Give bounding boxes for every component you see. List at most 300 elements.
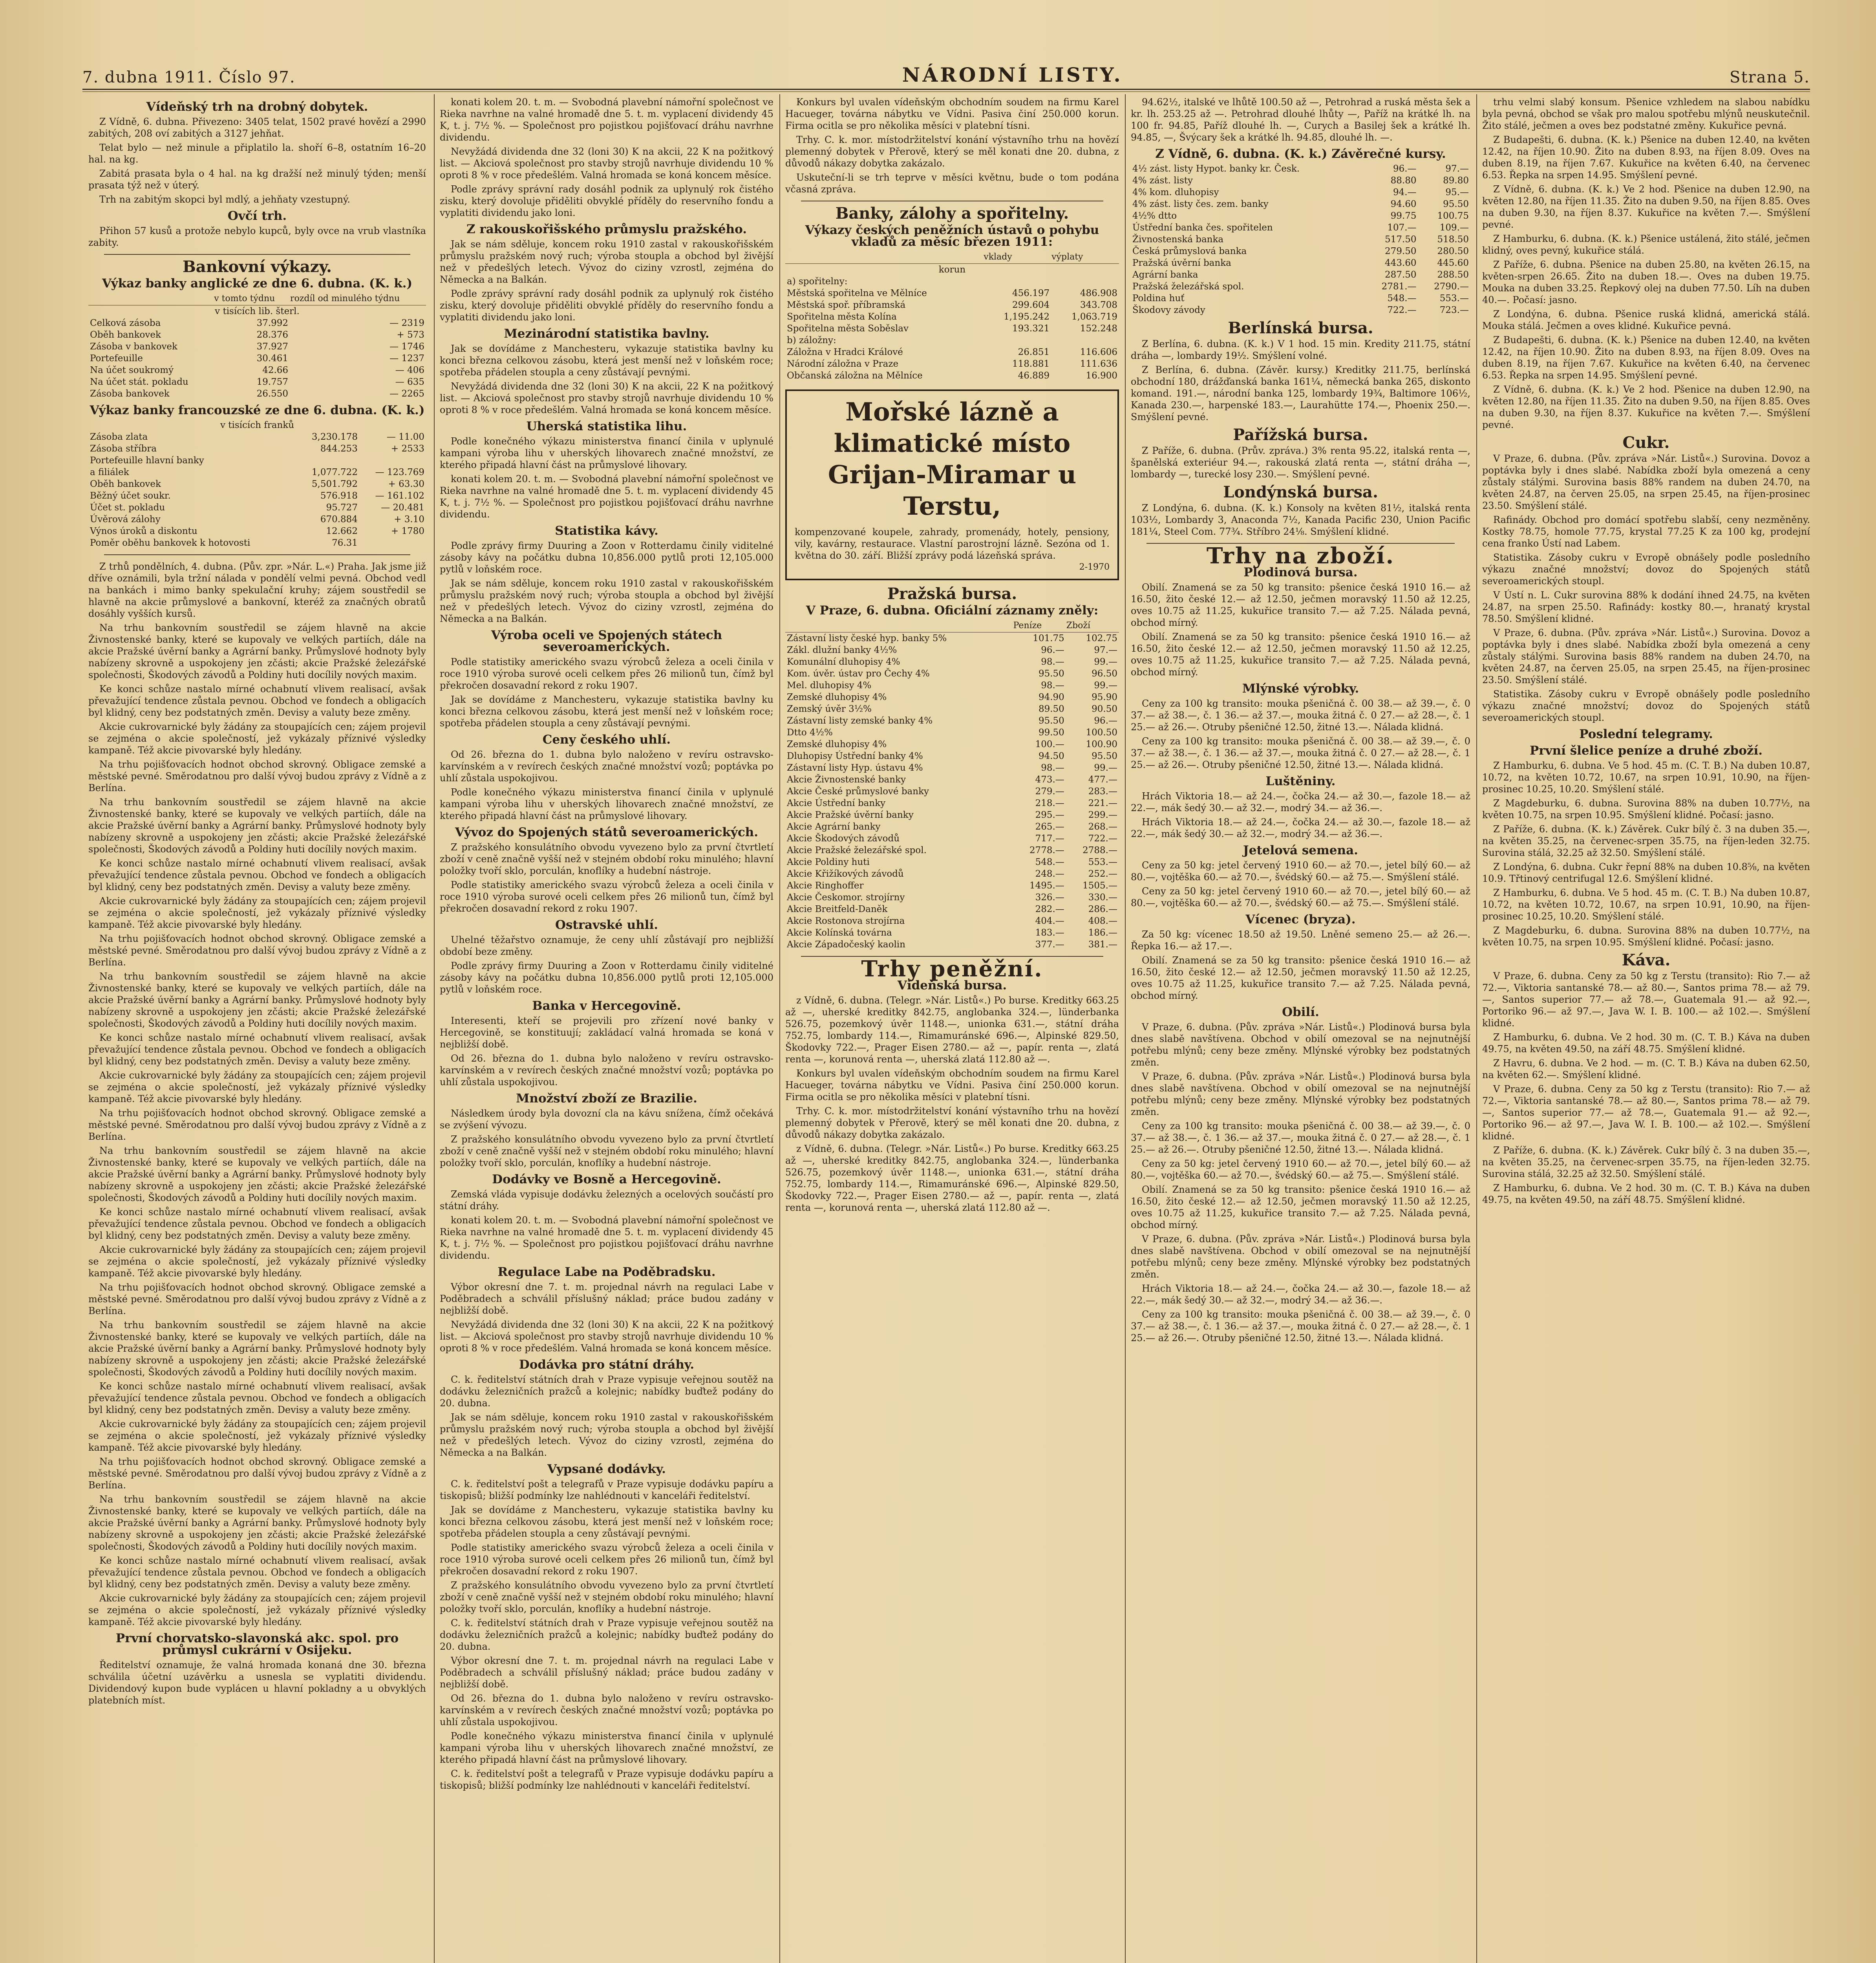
row-label: Akcie Ringhoffer [787, 881, 864, 891]
row-value: 299.— [1088, 810, 1117, 820]
table-row [88, 329, 426, 341]
row-value [297, 455, 359, 466]
row-value: 97.— [1094, 645, 1117, 655]
table-row [785, 299, 1119, 311]
row-value: 844.253 [320, 444, 358, 454]
table-row [88, 431, 426, 443]
table-row [785, 632, 1119, 645]
article-text: Ceny za 50 kg: jetel červený 1910 60.— až 70.—, jetel bílý 60.— až 80.—, vojtěška 60.— až 70.—, švédský 60.— až 75.—. Smýšlení stálé. [1131, 1158, 1470, 1181]
table-row [1131, 269, 1470, 281]
article-text: Ke konci schůze nastalo mírné ochabnutí vlivem realisací, avšak převažující tendence zůstala pevnou. Obchod ve fondech a obligacích byl klidný, ceny bez podstatných změn. Devisy a valuty beze změny. [88, 1206, 426, 1241]
row-value: 477.— [1088, 775, 1117, 785]
article-text: Statistika. Zásoby cukru v Evropě obnášely podle posledního výkazu značné množství; dovoz do Spojených států severoamerických stoupl. [1482, 689, 1810, 723]
article-text: Z Berlína, 6. dubna. (Závěr. kursy.) Kreditky 211.75, berlínská obchodní 180, drážďanská banka 161¼, německá banka 265, diskonto komand. 191.—, národní banka 125, lombardy 19¾, Baltimore 106½, Kanada 230.—, harpenské 183.—, Laurahütte 174.—, Phoenix 250.—. Smýšlení pevné. [1131, 364, 1470, 422]
article-text: Akcie cukrovarnické byly žádány za stoupajících cen; zájem projevil se zejména o akcie společností, jež vykázaly příznivé výsledky kampaně. Též akcie pivovarské byly hledány. [88, 1593, 426, 1627]
table-row [1131, 257, 1470, 269]
row-value: 76.31 [332, 538, 358, 548]
row-label: a filiálek [90, 467, 129, 477]
table-row [785, 868, 1119, 880]
row-value: 94.60 [1390, 199, 1417, 209]
row-label: Akcie Živnostenské banky [787, 775, 906, 785]
row-value: 98.— [1041, 657, 1064, 667]
row-value: 218.— [1035, 798, 1064, 808]
table-row [785, 844, 1119, 856]
article-text: Na trhu bankovním soustředil se zájem hlavně na akcie Živnostenské banky, které se kupovaly ve velkých partiích, dále na akcie Pražské úvěrní banky a Agrární banky. Průmyslové hodnoty byly nabízeny skrovně a uspokojeny jen zčásti; akcie Pražské železářské společnosti, Škodových závodů a Poldiny huti docílily nových maxim. [88, 1320, 426, 1378]
article-text: Podle statistiky amerického svazu výrobců železa a oceli činila v roce 1910 výroba surové oceli celkem přes 26 milionů tun, čímž byl překročen dosavadní rekord z roku 1907. [440, 656, 773, 691]
row-value: 42.66 [262, 365, 289, 375]
column-divider [1125, 94, 1126, 1963]
table-row [88, 443, 426, 455]
row-value: 288.50 [1437, 270, 1469, 280]
article-text: Obilí. Znamená se za 50 kg transito: pšenice česká 1910 16.— až 16.50, žito české 12.— až 12.50, ječmen moravský 11.50 až 12.25, oves 10.75 až 11.25, kukuřice transito 7.— až 7.25. Nálada pevná, obchod mírný. [1131, 955, 1470, 1001]
row-label: Akcie Ústřední banky [787, 798, 886, 808]
row-label: Spořitelna města Kolína [787, 312, 897, 322]
row-value: 107.— [1387, 223, 1417, 233]
article-text: Ke konci schůze nastalo mírné ochabnutí vlivem realisací, avšak převažující tendence zůstala pevnou. Obchod ve fondech a obligacích byl klidný, ceny bez podstatných změn. Devisy a valuty beze změny. [88, 684, 426, 718]
row-value: 717.— [1035, 833, 1064, 844]
row-value: 330.— [1088, 892, 1117, 903]
article-text: Na trhu pojišťovacích hodnot obchod skrovný. Obligace zemské a městské pevné. Směrodatnou pro další vývoj budou zprávy z Vídně a z Berlína. [88, 933, 426, 968]
row-value: 88.80 [1390, 175, 1417, 186]
article-text: Ředitelství oznamuje, že valná hromada konaná dne 30. března schválila účetní uzávěrku a usnesla se vyplatiti dividendu. Dividendový kupon bude vyplácen u hlavní pokladny a u obvyklých platebních míst. [88, 1660, 426, 1706]
article-text: Ke konci schůze nastalo mírné ochabnutí vlivem realisací, avšak převažující tendence zůstala pevnou. Obchod ve fondech a obligacích byl klidný, ceny bez podstatných změn. Devisy a valuty beze změny. [88, 1032, 426, 1067]
table-row [1131, 304, 1470, 316]
row-value: 98.— [1041, 680, 1064, 691]
table-row [88, 388, 426, 400]
row-value: 1,195.242 [1004, 312, 1050, 322]
heading-grain: Obilí. [1282, 1005, 1319, 1019]
row-value: + 3.10 [394, 514, 424, 525]
row-value: 1,063.719 [1071, 312, 1117, 322]
article-text: Interesenti, kteří se projevili pro zřízení nové banky v Hercegovině, se konstituují; zakládací valná hromada se koná v nejbližší době. [440, 1015, 773, 1050]
unit-label: v tisících franků [220, 420, 294, 430]
row-value: 221.— [1088, 798, 1117, 808]
table-row [88, 502, 426, 514]
row-value: — 123.769 [375, 467, 424, 477]
article-text: V Ústí n. L. Cukr surovina 88% k dodání ihned 24.75, na květen 24.87, na srpen 25.50. Rafinády: kostky 80.—, hranatý krystal 78.50. Smýšlení klidné. [1482, 590, 1810, 624]
row-value: 99.— [1094, 763, 1117, 773]
row-label: Úvěrová zálohy [90, 514, 161, 525]
row-value: 408.— [1088, 916, 1117, 926]
row-value: 30.461 [256, 353, 289, 364]
table-row [785, 774, 1119, 786]
row-label: Spořitelna města Soběslav [787, 324, 909, 334]
table-row [785, 786, 1119, 797]
article-text: Konkurs byl uvalen vídeňským obchodním soudem na firmu Karel Hacueger, továrna nábytku ve Vídni. Pasiva činí 250.000 korun. Firma ocitla se pro několika měsíci v platební tísni. [785, 97, 1119, 131]
table-row [785, 833, 1119, 844]
row-value: 96.— [1393, 164, 1417, 174]
row-value [1051, 334, 1119, 346]
article-text: Na trhu bankovním soustředil se zájem hlavně na akcie Živnostenské banky, které se kupovaly ve velkých partiích, dále na akcie Pražské úvěrní banky a Agrární banky. Průmyslové hodnoty byly nabízeny skrovně a uspokojeny jen zčásti; akcie Pražské železářské společnosti, Škodových závodů a Poldiny huti docílily nových maxim. [88, 1494, 426, 1552]
row-value: 443.60 [1385, 258, 1417, 268]
row-value: 186.— [1088, 928, 1117, 938]
table-row [785, 276, 1119, 287]
article-text: Z Magdeburku, 6. dubna. Surovina 88% na duben 10.77½, na květen 10.75, na srpen 10.95. Smýšlení klidné. Počasí: jasno. [1482, 798, 1810, 821]
article-text: Na trhu pojišťovacích hodnot obchod skrovný. Obligace zemské a městské pevné. Směrodatnou pro další vývoj budou zprávy z Vídně a z Berlína. [88, 1108, 426, 1142]
table-row [785, 797, 1119, 809]
article-text: Výbor okresní dne 7. t. m. projednal návrh na regulaci Labe v Poděbradech a schválil příslušný náklad; práce budou zadány v nejbližší době. [440, 1655, 773, 1690]
row-value: — 635 [395, 377, 424, 387]
article-text: Z Paříže, 6. dubna. Pšenice na duben 25.80, na květen 26.15, na květen-srpen 26.65. Žito na duben 18.—. Oves na duben 19.75. Mouka na duben 33.25. Řepkový olej na duben 77.50. Líh na duben 40.—. Počasí: jasno. [1482, 259, 1810, 305]
row-label: Zásoba zlata [90, 432, 148, 442]
article-text: V Praze, 6. dubna. Ceny za 50 kg z Terstu (transito): Rio 7.— až 72.—, Viktoria santanské 78.— až 80.—, Santos prima 78.— až 79.—, Santos superior 77.— až 78.—, Guatemala 91.— až 92.—, Portoriko 96.— až 97.—, Java W. I. B. 100.— až 102.—. Smýšlení klidné. [1482, 971, 1810, 1029]
article-text: Od 26. března do 1. dubna bylo naloženo v revíru ostravsko-karvínském a v revírech českých značné množství vozů; poptávka po uhlí zůstala uspokojivou. [440, 749, 773, 784]
row-value: 26.550 [256, 389, 289, 399]
table-row [88, 376, 426, 388]
row-label: Výnos úroků a diskontu [90, 526, 197, 536]
article-text: Konkurs byl uvalen vídeňským obchodním soudem na firmu Karel Hacueger, továrna nábytku ve Vídni. Pasiva činí 250.000 korun. Firma ocitla se pro několika měsíci v platební tísni. [785, 1068, 1119, 1102]
article-text: V Praze, 6. dubna. (Pův. zpráva »Nár. Listů«.) Surovina. Dovoz a poptávka byly i dnes slabé. Nabídka zboží byla omezená a ceny zůstaly stálými. Surovina basis 88% randem na duben 24.70, na květen 24.87, na červen 25.05, na srpen 25.45, na říjen-prosinec 23.50. Smýšlení stálé. [1482, 453, 1810, 511]
row-label: Akcie Rostonova strojírna [787, 916, 905, 926]
row-value: 100.90 [1086, 739, 1117, 749]
row-value: 116.606 [1080, 347, 1117, 357]
heading-sheep-market: Ovčí trh. [227, 209, 287, 223]
article-text: Z Magdeburku, 6. dubna. Surovina 88% na duben 10.77½, na květen 10.75, na srpen 10.95. Smýšlení klidné. Počasí: jasno. [1482, 925, 1810, 948]
table-row [785, 644, 1119, 656]
row-value: 722.— [1088, 833, 1117, 844]
row-value: 97.— [1445, 164, 1469, 174]
row-value [983, 276, 1051, 287]
article-text: Ceny za 100 kg transito: mouka pšeničná č. 00 38.— až 39.—, č. 0 37.— až 38.—, č. 1 36.— až 37.—, mouka žitná č. 0 27.— až 28.—, č. 1 25.— až 26.—. Otruby pšeničné 12.50, žitné 13.—. Nálada klidná. [1131, 698, 1470, 733]
article-text: trhu velmi slabý konsum. Pšenice vzhledem na slabou nabídku byla pevná, obchod se však pro malou spotřebu mlýnů neuskutečnil. Žito stálé, ječmen a oves bez podstatné změny. Kukuřice pevná. [1482, 97, 1810, 131]
article-text: Z pražského konsulátního obvodu vyvezeno bylo za první čtvrtletí zboží v ceně značně vyšší než v stejném období roku minulého; hlavní položky tvoří sklo, porculán, knoflíky a hudební nástroje. [440, 842, 773, 876]
col-header: rozdíl od minulého týdnu [290, 292, 426, 305]
section-heading: Výroba oceli ve Spojených státech severoamerických. [491, 628, 722, 654]
row-value: 279.50 [1385, 246, 1417, 256]
heading-london-exchange: Londýnská bursa. [1223, 483, 1378, 501]
table-row [785, 809, 1119, 821]
separator [104, 554, 410, 555]
article-text: Od 26. března do 1. dubna bylo naloženo v revíru ostravsko-karvínském a v revírech českých značné množství vozů; poptávka po uhlí zůstala uspokojivou. [440, 1053, 773, 1088]
row-value: 1505.— [1082, 881, 1117, 891]
article-text: Přihon 57 kusů a protože nebylo kupců, byly ovce na vrub vlastníka zabity. [88, 225, 426, 248]
section-heading: Množství zboží ze Brazilie. [516, 1091, 697, 1106]
section-heading: Ceny českého uhlí. [542, 733, 671, 747]
article-text: Ceny za 100 kg transito: mouka pšeničná č. 00 38.— až 39.—, č. 0 37.— až 38.—, č. 1 36.— až 37.—, mouka žitná č. 0 27.— až 28.—, č. 1 25.— až 26.—. Otruby pšeničné 12.50, žitné 13.—. Nálada klidná. [1131, 1120, 1470, 1155]
article-text: V Praze, 6. dubna. (Pův. zpráva »Nár. Listů«.) Plodinová bursa byla dnes slabě navštívena. Obchod v obilí omezoval se na nejnutnější potřebu mlýnů; ceny beze změny. Mlýnské výrobky bez podstatných změn. [1131, 1071, 1470, 1117]
article-text: Výbor okresní dne 7. t. m. projednal návrh na regulaci Labe v Poděbradech a schválil příslušný náklad; práce budou zadány v nejbližší době. [440, 1281, 773, 1316]
row-label: Poměr oběhu bankovek k hotovosti [90, 538, 250, 548]
row-label: Zástavní listy české hyp. banky 5% [787, 633, 947, 643]
row-label: Zásoba stříbra [90, 444, 157, 454]
row-value: 404.— [1035, 916, 1064, 926]
row-label: Akcie Českomor. strojírny [787, 892, 905, 903]
unit-label: v tisících lib. šterl. [215, 306, 300, 316]
article-text: Jak se nám sděluje, koncem roku 1910 zastal v rakouskořišském průmyslu pražském nový ruch; výroba stoupla a obchod byl živější než v předešlých letech. Vývoz do ciziny vzrostl, zejména do Německa a na Balkán. [440, 578, 773, 624]
table-row [1131, 210, 1470, 222]
row-label: Akcie Breitfeld-Daněk [787, 904, 888, 914]
row-value: 95.50 [1092, 751, 1117, 761]
section-heading: Banka v Hercegovině. [532, 999, 681, 1013]
row-value: 152.248 [1080, 324, 1117, 334]
article-text: Na trhu pojišťovacích hodnot obchod skrovný. Obligace zemské a městské pevné. Směrodatnou pro další vývoj budou zprávy z Vídně a z Berlína. [88, 759, 426, 793]
article-text: Podle zprávy správní rady dosáhl podnik za uplynulý rok čistého zisku, který dovoluje přiděliti obvyklé příděly do reservního fondu a vyplatiti dividendu jako loni. [440, 288, 773, 323]
subheading-savings: Výkazy českých peněžních ústavů o pohybu vkladů za měsíc březen 1911: [805, 223, 1099, 249]
article-text: Z Hamburku, 6. dubna. (K. k.) Pšenice ustálená, žito stálé, ječmen klidný, oves pevný, kukuřice stálá. [1482, 233, 1810, 256]
article-text: Nevyžádá dividenda dne 32 (loni 30) K na akcii, 22 K na požitkový list. — Akciová společnost pro stavby strojů navrhuje dividendu 10 % oproti 8 % v roce předešlém. Valná hromada se koná koncem měsíce. [440, 146, 773, 181]
article-text: Zemská vláda vypisuje dodávku železných a ocelových součástí pro státní dráhy. [440, 1189, 773, 1212]
table-row [1131, 163, 1470, 175]
row-value: 553.— [1439, 293, 1469, 303]
row-value: 548.— [1387, 293, 1417, 303]
row-value: 100.— [1035, 739, 1064, 749]
row-value: 100.50 [1086, 727, 1117, 738]
row-label: Portefeuille hlavní banky [90, 455, 204, 466]
table-row [785, 311, 1119, 323]
column-divider [434, 94, 435, 1963]
article-text: V Praze, 6. dubna. (Pův. zpráva »Nár. Listů«.) Plodinová bursa byla dnes slabě navštívena. Obchod v obilí omezoval se na nejnutnější potřebu mlýnů; ceny beze změny. Mlýnské výrobky bez podstatných změn. [1131, 1022, 1470, 1068]
article-text: Následkem úrody byla dovozní cla na kávu snížena, čímž očekává se zvýšení vývozu. [440, 1108, 773, 1131]
article-text: Jak se nám sděluje, koncem roku 1910 zastal v rakouskořišském průmyslu pražském nový ruch; výroba stoupla a obchod byl živější než v předešlých letech. Vývoz do ciziny vzrostl, zejména do Německa a na Balkán. [440, 239, 773, 285]
row-value: 99.— [1094, 657, 1117, 667]
heading-bank-france: Výkaz banky francouzské ze dne 6. dubna. (K. k.) [90, 403, 425, 417]
row-value: 96.50 [1092, 669, 1117, 679]
table-row [88, 341, 426, 353]
col-header: v tomto týdnu [214, 292, 290, 305]
table-row [1131, 222, 1470, 234]
row-value: 286.— [1088, 904, 1117, 914]
row-value: 722.— [1387, 305, 1417, 315]
unit-label: korun [938, 265, 966, 275]
table-row [1131, 198, 1470, 210]
article-text: Ceny za 50 kg: jetel červený 1910 60.— až 70.—, jetel bílý 60.— až 80.—, vojtěška 60.— až 70.—, švédský 60.— až 75.—. Smýšlení stálé. [1131, 886, 1470, 908]
article-text: Ceny za 50 kg: jetel červený 1910 60.— až 70.—, jetel bílý 60.— až 80.—, vojtěška 60.— až 70.—, švédský 60.— až 75.—. Smýšlení stálé. [1131, 860, 1470, 883]
row-value: 517.50 [1385, 234, 1417, 245]
row-value: 95.50 [1038, 716, 1064, 726]
row-label: Národní záložna v Praze [787, 359, 899, 369]
article-text: Z Berlína, 6. dubna. (K. k.) V 1 hod. 15 min. Kredity 211.75, státní dráha —, lombardy 19½. Smýšlení volné. [1131, 338, 1470, 361]
heading-vienna-closing: Z Vídně, 6. dubna. (K. k.) Závěrečné kursy. [1155, 147, 1446, 161]
row-value: 109.— [1439, 223, 1469, 233]
article-text: Trhy. C. k. mor. místodržitelství konání výstavního trhu na hovězí plemenný dobytek v Přerově, který se měl konati dne 20. dubna, z důvodů nákazy dobytka zakázalo. [785, 1106, 1119, 1140]
row-value: 5,501.792 [311, 479, 358, 489]
row-value: 282.— [1035, 904, 1064, 914]
table-bank-france [88, 419, 426, 549]
article-text: Uskuteční-li se trh teprve v měsíci květnu, bude o tom podána včasná zpráva. [785, 172, 1119, 195]
article-text: Nevyžádá dividenda dne 32 (loni 30) K na akcii, 22 K na požitkový list. — Akciová společnost pro stavby strojů navrhuje dividendu 10 % oproti 8 % v roce předešlém. Valná hromada se koná koncem měsíce. [440, 1319, 773, 1354]
article-text: Trhy. C. k. mor. místodržitelství konání výstavního trhu na hovězí plemenný dobytek v Přerově, který se měl konati dne 20. dubna, z důvodů nákazy dobytka zakázalo. [785, 134, 1119, 169]
row-value: 46.889 [1018, 371, 1050, 381]
article-text: 94.62½, italské ve lhůtě 100.50 až —, Petrohrad a ruská města šek a kr. lh. 253.25 až —. Petrohrad dlouhé lhůty —, Paříž na krátké lh. na 100 fr. 94.85, Paříž dlouhé lh. —, Curych a Basilej šek a krátké lh. 94.85, —, Švýcary šek a krátké lh. 94.85, dlouhé lh. —. [1131, 97, 1470, 143]
article-text: Hrách Viktoria 18.— až 24.—, čočka 24.— až 30.—, fazole 18.— až 22.—, mák šedý 30.— až 32.—, modrý 34.— až 36.—. [1131, 791, 1470, 813]
article-text: Podle zprávy správní rady dosáhl podnik za uplynulý rok čistého zisku, který dovoluje přiděliti obvyklé příděly do reservního fondu a vyplatiti dividendu jako loni. [440, 184, 773, 218]
table-row [88, 317, 426, 329]
row-value: 100.75 [1437, 211, 1469, 221]
table-row [785, 358, 1119, 370]
table-row [785, 656, 1119, 668]
table-row [1131, 292, 1470, 304]
table-row [785, 880, 1119, 892]
row-label: Pražská úvěrní banka [1132, 258, 1231, 268]
row-label: 4½% dtto [1132, 211, 1177, 221]
article-text: Za 50 kg: vícenec 18.50 až 19.50. Lněné semeno 25.— až 26.—. Řepka 16.— až 17.—. [1131, 929, 1470, 952]
row-value: 95.— [1445, 187, 1469, 197]
row-value: — 2265 [389, 389, 424, 399]
table-row [1131, 175, 1470, 186]
article-text: Z trhů pondělních, 4. dubna. (Pův. zpr. »Nár. L.«) Praha. Jak jsme již dříve oznámili, byla tržní nálada v pondělí velmi pevná. Obchod vedl na bankách i mimo banky spekulační kruhy; zájem soustředil se hlavně na akcie průmyslové a bankovní, kteréž za značných obratů dosáhly vyšších kursů. [88, 561, 426, 619]
article-text: C. k. ředitelství státních drah v Praze vypisuje veřejnou soutěž na dodávku železničních pražců a kolejnic; nabídky buďtež podány do 20. dubna. [440, 1374, 773, 1409]
col-header: Peníze [1013, 620, 1066, 632]
row-value: 723.— [1439, 305, 1469, 315]
table-row [785, 287, 1119, 299]
article-text: Jak se dovídáme z Manchesteru, vykazuje statistika bavlny ku konci března celkovou zásobu, která jest menší než v loňském roce; spotřeba přádelen stoupla a ceny zůstávají pevnými. [440, 694, 773, 729]
row-label: Akcie Kolínská továrna [787, 928, 892, 938]
row-label: Komunální dluhopisy 4% [787, 657, 900, 667]
advertisement-box [785, 389, 1119, 580]
row-label: Městská spořitelna ve Mělníce [787, 288, 927, 298]
row-label: b) záložny: [787, 335, 836, 345]
row-label: Běžný účet soukr. [90, 491, 171, 501]
article-text: Ceny za 100 kg transito: mouka pšeničná č. 00 38.— až 39.—, č. 0 37.— až 38.—, č. 1 36.— až 37.—, mouka žitná č. 0 27.— až 28.—, č. 1 25.— až 26.—. Otruby pšeničné 12.50, žitné 13.—. Nálada klidná. [1131, 1309, 1470, 1343]
article-text: Na trhu bankovním soustředil se zájem hlavně na akcie Živnostenské banky, které se kupovaly ve velkých partiích, dále na akcie Pražské úvěrní banky a Agrární banky. Průmyslové hodnoty byly nabízeny skrovně a uspokojeny jen zčásti; akcie Pražské železářské společnosti, Škodových závodů a Poldiny huti docílily nových maxim. [88, 797, 426, 855]
row-value: 37.927 [256, 342, 289, 352]
row-value: 95.90 [1092, 692, 1117, 702]
row-label: Zákl. dlužní banky 4½% [787, 645, 897, 655]
row-value: 16.900 [1086, 371, 1117, 381]
row-value: 1495.— [1029, 881, 1064, 891]
article-text: Nevyžádá dividenda dne 32 (loni 30) K na akcii, 22 K na požitkový list. — Akciová společnost pro stavby strojů navrhuje dividendu 10 % oproti 8 % v roce předešlém. Valná hromada se koná koncem měsíce. [440, 381, 773, 415]
row-value: 445.60 [1437, 258, 1469, 268]
article-text: Ceny za 100 kg transito: mouka pšeničná č. 00 38.— až 39.—, č. 0 37.— až 38.—, č. 1 36.— až 37.—, mouka žitná č. 0 27.— až 28.—, č. 1 25.— až 26.—. Otruby pšeničné 12.50, žitné 13.—. Nálada klidná. [1131, 736, 1470, 770]
row-value [359, 455, 426, 466]
article-text: konati kolem 20. t. m. — Svobodná plavební námořní společnost ve Rieka navrhne na valné hromadě dne 5. t. m. vyplacení dividendy 45 K, t. j. 7½ %. — Společnost pro pojistkou pojišťovací dráhu navrhne dividendu. [440, 473, 773, 520]
row-label: Škodovy závody [1132, 305, 1205, 315]
heading-sugar: Cukr. [1622, 433, 1670, 452]
row-label: Ústřední banka čes. spořitelen [1132, 223, 1273, 233]
row-label: Městská spoř. příbramská [787, 300, 906, 310]
ad-code: 2-1970 [1079, 562, 1110, 572]
article-text: Z Hamburku, 6. dubna. Ve 5 hod. 45 m. (C. T. B.) Na duben 10.87, 10.72, na květen 10.72, 10.67, na srpen 10.91, 10.90, na říjen-prosinec 10.25, 10.20. Smýšlení stálé. [1482, 760, 1810, 795]
table-row [785, 680, 1119, 691]
row-label: Česká průmyslová banka [1132, 246, 1247, 256]
article-text: Ke konci schůze nastalo mírné ochabnutí vlivem realisací, avšak převažující tendence zůstala pevnou. Obchod ve fondech a obligacích byl klidný, ceny bez podstatných změn. Devisy a valuty beze změny. [88, 858, 426, 892]
row-label: a) spořitelny: [787, 276, 848, 287]
article-text: Z Paříže, 6. dubna. (Prův. zpráva.) 3% renta 95.22, italská renta —, španělská exteriéur 94.—, rakouská zlatá renta —, státní dráha —, lombardy —, turecké losy 230.—. Smýšlení pevné. [1131, 445, 1470, 480]
heading-goods-markets: Trhy na zboží. [1206, 543, 1395, 569]
article-text: Na trhu pojišťovacích hodnot obchod skrovný. Obligace zemské a městské pevné. Směrodatnou pro další vývoj budou zprávy z Vídně a z Berlína. [88, 1282, 426, 1316]
row-label: Oběh bankovek [90, 330, 161, 340]
row-value: 343.708 [1080, 300, 1117, 310]
table-vienna-closing [1131, 163, 1470, 316]
article-text: Na trhu bankovním soustředil se zájem hlavně na akcie Živnostenské banky, které se kupovaly ve velkých partiích, dále na akcie Pražské úvěrní banky a Agrární banky. Průmyslové hodnoty byly nabízeny skrovně a uspokojeny jen zčásti; akcie Pražské železářské společnosti, Škodových závodů a Poldiny huti docílily nových maxim. [88, 1145, 426, 1203]
masthead-rule [82, 89, 1810, 92]
row-value: 95.727 [326, 503, 358, 513]
section-heading: Dodávky ve Bosně a Hercegovině. [492, 1172, 721, 1186]
article-text: Z Budapešti, 6. dubna. (K. k.) Pšenice na duben 12.40, na květen 12.42, na říjen 10.90. Žito na duben 8.93, na říjen 8.09. Oves na duben 8.19, na říjen 7.67. Kukuřice na květen 6.40, na červenec 6.53. Řepka na srpen 14.95. Smýšlení pevné. [1482, 134, 1810, 181]
row-label: Akcie Škodových závodů [787, 833, 900, 844]
row-label: Kom. úvěr. ústav pro Čechy 4% [787, 669, 930, 679]
row-value: 299.604 [1012, 300, 1050, 310]
row-label: 4% zást. listy čes. zem. banky [1132, 199, 1269, 209]
article-text: Z Havru, 6. dubna. Ve 2 hod. — m. (C. T. B.) Káva na duben 62.50, na květen 62.—. Smýšlení klidné. [1482, 1058, 1810, 1080]
section-heading: Regulace Labe na Poděbradsku. [497, 1265, 716, 1279]
article-text: Podle statistiky amerického svazu výrobců železa a oceli činila v roce 1910 výroba surové oceli celkem přes 26 milionů tun, čímž byl překročen dosavadní rekord z roku 1907. [440, 879, 773, 914]
table-row [785, 346, 1119, 358]
row-label: Zemský úvěr 3½% [787, 704, 872, 714]
article-text: z Vídně, 6. dubna. (Telegr. »Nár. Listů«.) Po bursе. Kreditky 663.25 až —, uherské kreditky 842.75, anglobanka 324.—, lünderbanka 526.75, pozemkový úvěr 1148.—, unionka 631.—, státní dráha 752.75, lombardy 114.—, Rimamuránské 696.—, Alpinské 829.50, Škodovky 722.—, Prager Eisen 2780.— až —, papír. renta —, zlatá renta —, korunová renta —, uherská zlatá 112.80 až —. [785, 1143, 1119, 1213]
heading-legumes: Luštěniny. [1265, 774, 1336, 788]
heading-company-notice: První chorvatsko-slavonská akc. spol. pro průmysl cukrární v Osijeku. [115, 1631, 399, 1657]
row-label: Zástavní listy Hyp. ústavu 4% [787, 763, 923, 773]
row-value: 576.918 [320, 491, 358, 501]
article-text: V Praze, 6. dubna. (Pův. zpráva »Nár. Listů«.) Plodinová bursa byla dnes slabě navštívena. Obchod v obilí omezoval se na nejnutnější potřebu mlýnů; ceny beze změny. Mlýnské výrobky bez podstatných změn. [1131, 1234, 1470, 1280]
row-value: 96.— [1094, 716, 1117, 726]
table-row [88, 455, 426, 466]
paper-name: NÁRODNÍ LISTY. [902, 63, 1123, 86]
table-row [1131, 281, 1470, 292]
article-text: Ke konci schůze nastalo mírné ochabnutí vlivem realisací, avšak převažující tendence zůstala pevnou. Obchod ve fondech a obligacích byl klidný, ceny bez podstatných změn. Devisy a valuty beze změny. [88, 1555, 426, 1590]
article-text: Z Hamburku, 6. dubna. Ve 5 hod. 45 m. (C. T. B.) Na duben 10.87, 10.72, na květen 10.72, 10.67, na srpen 10.91, 10.90, na říjen-prosinec 10.25, 10.20. Smýšlení stálé. [1482, 887, 1810, 922]
row-value: 280.50 [1437, 246, 1469, 256]
article-text: Z Budapešti, 6. dubna. (K. k.) Pšenice na duben 12.40, na květen 12.42, na říjen 10.90. Žito na duben 8.93, na říjen 8.09. Oves na duben 8.19, na říjen 7.67. Kukuřice na květen 6.40, na červenec 6.53. Řepka na srpen 14.95. Smýšlení pevné. [1482, 334, 1810, 381]
row-label: 4½ zást. listy Hypot. banky kr. Česk. [1132, 164, 1300, 174]
row-value: 37.992 [256, 318, 289, 328]
row-value: 268.— [1088, 822, 1117, 832]
row-value: 193.321 [1012, 324, 1050, 334]
article-text: Podle konečného výkazu ministerstva financí činila v uplynulé kampani výroba lihu v uherských lihovarech značné množství, ze kterého připadá hlavní část na průmyslové lihovary. [440, 1731, 773, 1765]
row-value: — 1746 [389, 342, 424, 352]
heading-cattle-market: Vídeňský trh na drobný dobytek. [146, 100, 368, 114]
row-value: 28.376 [256, 330, 289, 340]
article-text: Jak se dovídáme z Manchesteru, vykazuje statistika bavlny ku konci března celkovou zásobu, která jest menší než v loňském roce; spotřeba přádelen stoupla a ceny zůstávají pevnými. [440, 343, 773, 378]
article-text: Z Hamburku, 6. dubna. Ve 2 hod. 30 m. (C. T. B.) Káva na duben 49.75, na květen 49.50, na září 48.75. Smýšlení klidné. [1482, 1183, 1810, 1205]
row-value: 553.— [1088, 857, 1117, 867]
row-value: — 406 [395, 365, 424, 375]
table-row [88, 466, 426, 478]
section-heading: Vývoz do Spojených států severoamerických. [455, 825, 759, 839]
row-value: 252.— [1088, 869, 1117, 879]
row-label: Akcie Pražské železářské spol. [787, 845, 927, 855]
row-label: Oběh bankovek [90, 479, 161, 489]
masthead [82, 59, 1810, 86]
table-row [88, 525, 426, 537]
row-label: Akcie Západočeský kaolin [787, 939, 905, 950]
table-row [785, 703, 1119, 715]
row-value: 94.90 [1038, 692, 1064, 702]
article-text: Statistika. Zásoby cukru v Evropě obnášely podle posledního výkazu značné množství; dovoz do Spojených států severoamerických stoupl. [1482, 552, 1810, 587]
row-value: 456.197 [1012, 288, 1050, 298]
page-number: Strana 5. [1730, 68, 1810, 86]
article-text: Jak se nám sděluje, koncem roku 1910 zastal v rakouskořišském průmyslu pražském nový ruch; výroba stoupla a obchod byl živější než v předešlých letech. Vývoz do ciziny vzrostl, zejména do Německa a na Balkán. [440, 1412, 773, 1458]
row-value: 295.— [1035, 810, 1064, 820]
row-label: Poldina huť [1132, 293, 1185, 303]
row-value: 1,077.722 [311, 467, 358, 477]
row-label: Účet st. pokladu [90, 503, 165, 513]
heading-savings-banks: Banky, zálohy a spořitelny. [835, 204, 1069, 223]
row-value: + 573 [397, 330, 424, 340]
row-label: Celková zásoba [90, 318, 161, 328]
row-value: 2778.— [1029, 845, 1064, 855]
row-value: 473.— [1035, 775, 1064, 785]
col-header: výplaty [1051, 251, 1119, 264]
column-divider [1476, 94, 1477, 1963]
row-value: 518.50 [1437, 234, 1469, 245]
row-value: 2790.— [1434, 281, 1469, 292]
article-text: Obilí. Znamená se za 50 kg transito: pšenice česká 1910 16.— až 16.50, žito české 12.— až 12.50, ječmen moravský 11.50 až 12.25, oves 10.75 až 11.25, kukuřice transito 7.— až 7.25. Nálada pevná, obchod mírný. [1131, 582, 1470, 628]
table-row [785, 370, 1119, 382]
row-value: 2788.— [1082, 845, 1117, 855]
article-text: Na trhu pojišťovacích hodnot obchod skrovný. Obligace zemské a městské pevné. Směrodatnou pro další vývoj budou zprávy z Vídně a z Berlína. [88, 1456, 426, 1491]
column-4 [1131, 96, 1470, 1963]
article-text: Z pražského konsulátního obvodu vyvezeno bylo za první čtvrtletí zboží v ceně značně vyšší než v stejném období roku minulého; hlavní položky tvoří sklo, porculán, knoflíky a hudební nástroje. [440, 1580, 773, 1614]
row-value: 3,230.178 [311, 432, 358, 442]
article-text: Na trhu bankovním soustředil se zájem hlavně na akcie Živnostenské banky, které se kupovaly ve velkých partiích, dále na akcie Pražské úvěrní banky a Agrární banky. Průmyslové hodnoty byly nabízeny skrovně a uspokojeny jen zčásti; akcie Pražské železářské společnosti, Škodových závodů a Poldiny huti docílily nových maxim. [88, 971, 426, 1029]
article-text: Akcie cukrovarnické byly žádány za stoupajících cen; zájem projevil se zejména o akcie společností, jež vykázaly příznivé výsledky kampaně. Též akcie pivovarské byly hledány. [88, 1070, 426, 1104]
article-text: Na trhu bankovním soustředil se zájem hlavně na akcie Živnostenské banky, které se kupovaly ve velkých partiích, dále na akcie Pražské úvěrní banky a Agrární banky. Průmyslové hodnoty byly nabízeny skrovně a uspokojeny jen zčásti; akcie Pražské železářské společnosti, Škodových závodů a Poldiny huti docílily nových maxim. [88, 622, 426, 680]
row-label: Dluhopisy Ústřední banky 4% [787, 751, 923, 761]
row-value [359, 537, 426, 549]
article-text: Obilí. Znamená se za 50 kg transito: pšenice česká 1910 16.— až 16.50, žito české 12.— až 12.50, ječmen moravský 11.50 až 12.25, oves 10.75 až 11.25, kukuřice transito 7.— až 7.25. Nálada pevná, obchod mírný. [1131, 1184, 1470, 1230]
